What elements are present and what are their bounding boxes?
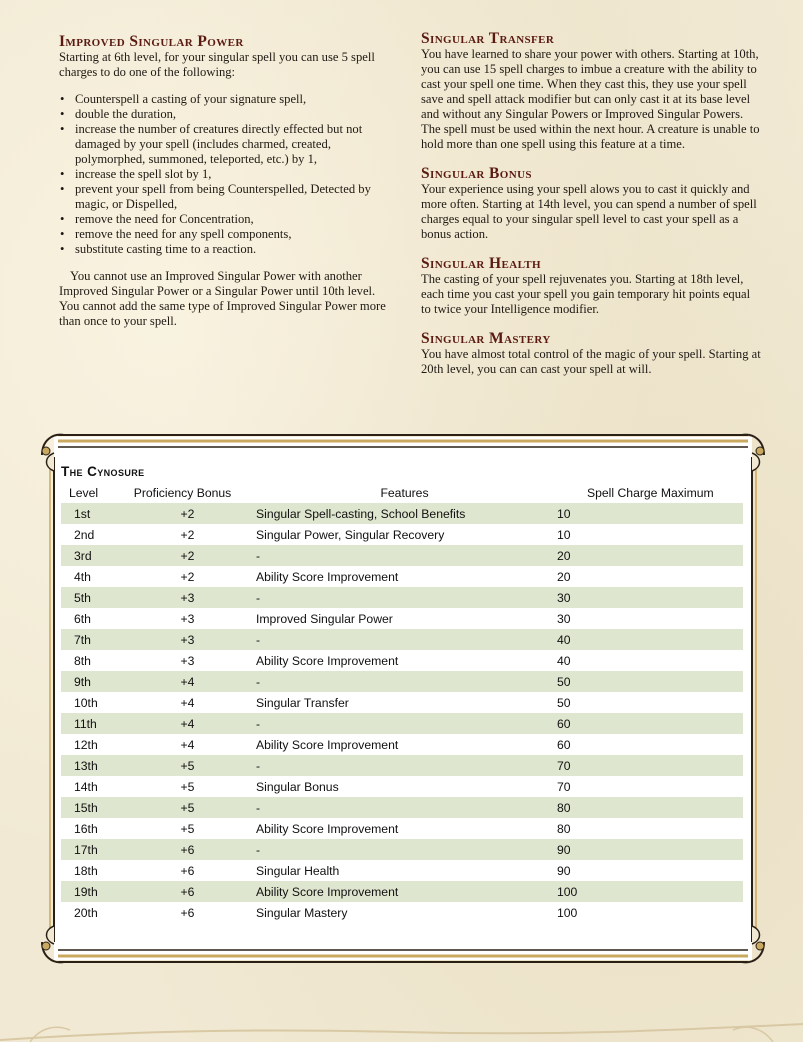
cell-proficiency-bonus: +6 — [180, 905, 195, 920]
table-body — [61, 503, 743, 923]
cell-features: Improved Singular Power — [256, 611, 393, 626]
cell-proficiency-bonus: +3 — [180, 653, 195, 668]
table-row — [61, 692, 743, 713]
table-row — [61, 818, 743, 839]
bullet-icon: • — [60, 107, 65, 121]
cell-proficiency-bonus: +2 — [180, 527, 195, 542]
bullet-icon: • — [60, 167, 65, 181]
cell-level: 16th — [74, 821, 98, 836]
list-item — [59, 167, 387, 182]
bullet-icon: • — [60, 227, 65, 241]
header-features: Features — [380, 485, 429, 500]
singular-health-section — [421, 256, 761, 317]
table-row — [61, 797, 743, 818]
table-row — [61, 713, 743, 734]
cell-spell-charges: 70 — [557, 779, 571, 794]
table-row — [61, 755, 743, 776]
cell-spell-charges: 50 — [557, 695, 571, 710]
cell-proficiency-bonus: +2 — [180, 569, 195, 584]
list-item — [59, 107, 387, 122]
cell-spell-charges: 80 — [557, 797, 743, 818]
cell-proficiency-bonus: +5 — [180, 821, 195, 836]
cell-level: 10th — [74, 695, 98, 710]
cynosure-table-frame — [40, 427, 766, 970]
list-item — [59, 92, 387, 107]
cell-proficiency-bonus: +4 — [180, 737, 195, 752]
list-item-text: Counterspell a casting of your signature spell, — [75, 92, 307, 106]
table-row — [61, 776, 743, 797]
table-row — [61, 734, 743, 755]
cell-level: 13th — [61, 755, 113, 776]
singular-mastery-heading: Singular Mastery — [421, 330, 551, 347]
list-item-text: increase the spell slot by 1, — [75, 167, 212, 181]
bullet-icon: • — [60, 212, 65, 226]
cell-spell-charges: 80 — [557, 821, 571, 836]
table-row — [61, 650, 743, 671]
list-item-text: remove the need for Concentration, — [75, 212, 254, 226]
cell-level: 9th — [61, 671, 113, 692]
table-row — [61, 629, 743, 650]
cell-proficiency-bonus: +3 — [113, 587, 252, 608]
cell-features: Singular Mastery — [256, 905, 348, 920]
improved-singular-power-intro: Starting at 6th level, for your singular spell you can use 5 spell charges to do one of the following: — [59, 50, 375, 79]
cell-level: 11th — [61, 713, 113, 734]
cell-level: 18th — [74, 863, 98, 878]
cell-spell-charges: 30 — [557, 587, 743, 608]
cell-proficiency-bonus: +2 — [113, 503, 252, 524]
table-row — [61, 860, 743, 881]
cell-features: Singular Spell-casting, School Benefits — [252, 503, 557, 524]
cell-features: - — [252, 839, 557, 860]
cell-features: - — [252, 545, 557, 566]
list-item-text: increase the number of creatures directly effected but not damaged by your spell (includes charmed, created, polymorphed, summoned, teleported, etc.) by 1, — [75, 122, 363, 166]
bullet-icon: • — [60, 122, 65, 136]
improved-singular-power-list — [59, 92, 387, 257]
singular-transfer-body: You have learned to share your power with others. Starting at 10th, you can use 15 spell charges to imbue a creature with the ability to cast your spell one time. When they cast this, they use your spell save and spell attack modifier but can only cast it at its base level and without any Singular Powers or Improved Singular Powers. The spell must be used within the next hour. A creature is unable to hold more than one spell using this feature at a time. — [421, 47, 760, 151]
table-row — [61, 608, 743, 629]
cell-spell-charges: 70 — [557, 755, 743, 776]
table-row — [61, 671, 743, 692]
cell-spell-charges: 60 — [557, 713, 743, 734]
bullet-icon: • — [60, 92, 65, 106]
cell-features: Singular Bonus — [256, 779, 339, 794]
cell-features: Ability Score Improvement — [252, 881, 557, 902]
cell-level: 8th — [74, 653, 91, 668]
cell-spell-charges: 20 — [557, 569, 571, 584]
cell-proficiency-bonus: +6 — [113, 881, 252, 902]
table-row — [61, 545, 743, 566]
list-item-text: substitute casting time to a reaction. — [75, 242, 257, 256]
cell-proficiency-bonus: +2 — [113, 545, 252, 566]
cell-spell-charges: 20 — [557, 545, 743, 566]
cell-features: - — [252, 797, 557, 818]
table-row — [61, 839, 743, 860]
cell-level: 6th — [74, 611, 91, 626]
cell-level: 14th — [74, 779, 98, 794]
cell-features: Ability Score Improvement — [256, 569, 399, 584]
improved-singular-power-closing: You cannot use an Improved Singular Power with another Improved Singular Power or a Singular Power until 10th level. You cannot add the same type of Improved Singular Power more than once to your spell. — [59, 269, 386, 328]
bullet-icon: • — [60, 242, 65, 256]
table-row — [61, 881, 743, 902]
singular-mastery-body: You have almost total control of the magic of your spell. Starting at 20th level, you can can cast your spell at will. — [421, 347, 761, 376]
cynosure-table-title: The Cynosure — [61, 464, 145, 479]
cell-proficiency-bonus: +4 — [180, 695, 195, 710]
header-spell-charge-maximum: Spell Charge Maximum — [587, 485, 714, 500]
singular-bonus-heading: Singular Bonus — [421, 165, 532, 182]
singular-bonus-section — [421, 166, 761, 242]
cell-level: 19th — [61, 881, 113, 902]
cell-spell-charges: 90 — [557, 839, 743, 860]
cell-features: - — [252, 587, 557, 608]
table-row — [61, 902, 743, 923]
list-item — [59, 242, 387, 257]
list-item — [59, 212, 387, 227]
cell-spell-charges: 60 — [557, 737, 571, 752]
right-column — [421, 31, 761, 391]
cell-spell-charges: 50 — [557, 671, 743, 692]
header-proficiency-bonus: Proficiency Bonus — [133, 485, 232, 500]
cell-features: - — [252, 713, 557, 734]
table-header-row — [61, 482, 743, 503]
cell-spell-charges: 10 — [557, 527, 571, 542]
cynosure-table-container — [61, 464, 743, 923]
cell-features: Ability Score Improvement — [256, 653, 399, 668]
cell-proficiency-bonus: +3 — [180, 611, 195, 626]
header-level: Level — [69, 485, 99, 500]
list-item — [59, 227, 387, 242]
cell-features: Singular Health — [256, 863, 340, 878]
table-row — [61, 566, 743, 587]
cell-spell-charges: 100 — [557, 905, 578, 920]
cell-level: 5th — [61, 587, 113, 608]
cell-level: 2nd — [74, 527, 95, 542]
cell-features: Singular Transfer — [256, 695, 349, 710]
singular-transfer-section — [421, 31, 761, 152]
cell-features: Singular Power, Singular Recovery — [256, 527, 445, 542]
list-item — [59, 122, 387, 167]
cell-proficiency-bonus: +6 — [113, 839, 252, 860]
cell-features: - — [252, 755, 557, 776]
cell-proficiency-bonus: +4 — [113, 713, 252, 734]
cell-spell-charges: 100 — [557, 881, 743, 902]
cell-proficiency-bonus: +5 — [180, 779, 195, 794]
cell-spell-charges: 10 — [557, 503, 743, 524]
cell-level: 20th — [74, 905, 98, 920]
page-footer-decoration — [0, 1010, 803, 1042]
cell-level: 1st — [61, 503, 113, 524]
list-item-text: prevent your spell from being Counterspelled, Detected by magic, or Dispelled, — [75, 182, 371, 211]
singular-bonus-body: Your experience using your spell alows you to cast it quickly and more often. Starting at 14th level, you can spend a number of spell charges equal to your singular spell level to cast your spell as a bonus action. — [421, 182, 757, 241]
cell-proficiency-bonus: +3 — [113, 629, 252, 650]
cell-proficiency-bonus: +6 — [180, 863, 195, 878]
cell-features: Ability Score Improvement — [256, 821, 399, 836]
cell-features: - — [252, 629, 557, 650]
cell-proficiency-bonus: +4 — [113, 671, 252, 692]
cell-level: 7th — [61, 629, 113, 650]
cell-level: 12th — [74, 737, 98, 752]
singular-mastery-section — [421, 331, 761, 377]
bullet-icon: • — [60, 182, 65, 196]
list-item — [59, 182, 387, 212]
improved-singular-power-heading: Improved Singular Power — [59, 33, 244, 50]
cell-spell-charges: 40 — [557, 653, 571, 668]
improved-singular-power-section — [59, 34, 387, 329]
cell-spell-charges: 30 — [557, 611, 571, 626]
singular-health-body: The casting of your spell rejuvenates you. Starting at 18th level, each time you cast your spell you gain temporary hit points equal to twice your Intelligence modifier. — [421, 272, 751, 316]
cell-level: 17th — [61, 839, 113, 860]
list-item-text: remove the need for any spell components, — [75, 227, 292, 241]
singular-transfer-heading: Singular Transfer — [421, 30, 555, 47]
cell-features: - — [252, 671, 557, 692]
table-row — [61, 503, 743, 524]
singular-health-heading: Singular Health — [421, 255, 542, 272]
cynosure-progression-table — [61, 482, 743, 923]
cell-spell-charges: 90 — [557, 863, 571, 878]
list-item-text: double the duration, — [75, 107, 177, 121]
table-row — [61, 587, 743, 608]
cell-proficiency-bonus: +5 — [113, 797, 252, 818]
cell-level: 3rd — [61, 545, 113, 566]
cell-level: 15th — [61, 797, 113, 818]
table-row — [61, 524, 743, 545]
cell-features: Ability Score Improvement — [256, 737, 399, 752]
cell-proficiency-bonus: +5 — [113, 755, 252, 776]
cell-level: 4th — [74, 569, 91, 584]
cell-spell-charges: 40 — [557, 629, 743, 650]
